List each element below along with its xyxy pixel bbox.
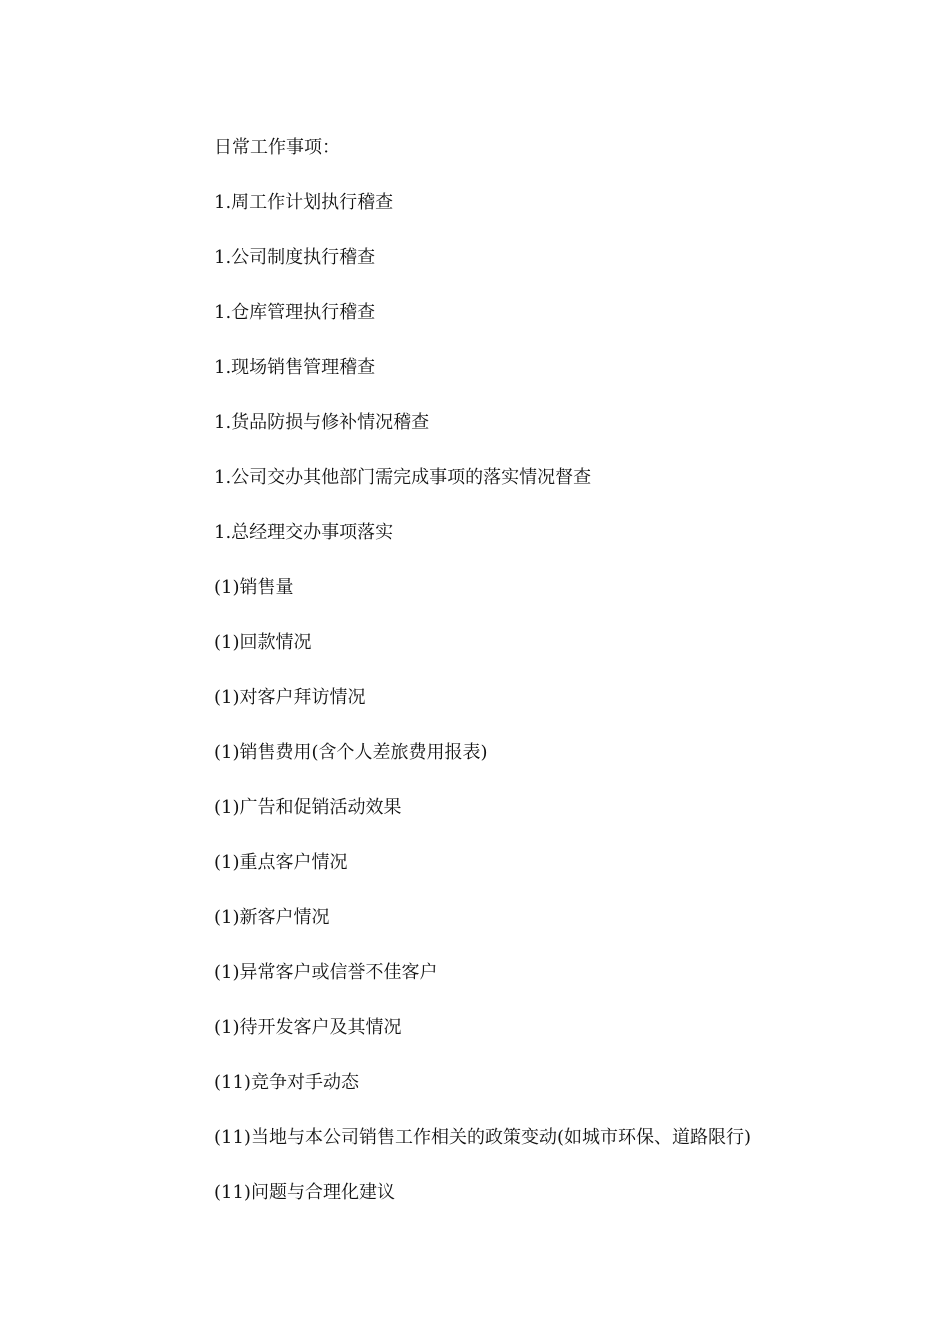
list-item: 1.现场销售管理稽查 bbox=[214, 357, 376, 378]
list-item: (1)新客户情况 bbox=[214, 907, 330, 928]
list-item: (1)销售量 bbox=[214, 577, 294, 598]
list-item: 1.仓库管理执行稽查 bbox=[214, 302, 376, 323]
list-item: 1.公司交办其他部门需完成事项的落实情况督查 bbox=[214, 467, 592, 488]
list-item: (1)异常客户或信誉不佳客户 bbox=[214, 962, 438, 983]
list-item: (1)重点客户情况 bbox=[214, 852, 348, 873]
document-body bbox=[214, 136, 914, 1236]
list-item: 1.货品防损与修补情况稽查 bbox=[214, 412, 430, 433]
list-item: (1)回款情况 bbox=[214, 632, 312, 653]
list-item: (1)销售费用(含个人差旅费用报表) bbox=[214, 742, 488, 763]
list-item: 1.总经理交办事项落实 bbox=[214, 522, 394, 543]
list-item: (11)竞争对手动态 bbox=[214, 1072, 359, 1093]
list-item: 1.周工作计划执行稽查 bbox=[214, 192, 394, 213]
list-item: (11)问题与合理化建议 bbox=[214, 1182, 395, 1203]
list-item: 1.公司制度执行稽查 bbox=[214, 247, 376, 268]
list-item: (1)待开发客户及其情况 bbox=[214, 1017, 402, 1038]
list-item: (1)对客户拜访情况 bbox=[214, 687, 366, 708]
list-item: (11)当地与本公司销售工作相关的政策变动(如城市环保、道路限行) bbox=[214, 1127, 751, 1148]
document-heading: 日常工作事项： bbox=[214, 137, 340, 158]
list-item: (1)广告和促销活动效果 bbox=[214, 797, 402, 818]
